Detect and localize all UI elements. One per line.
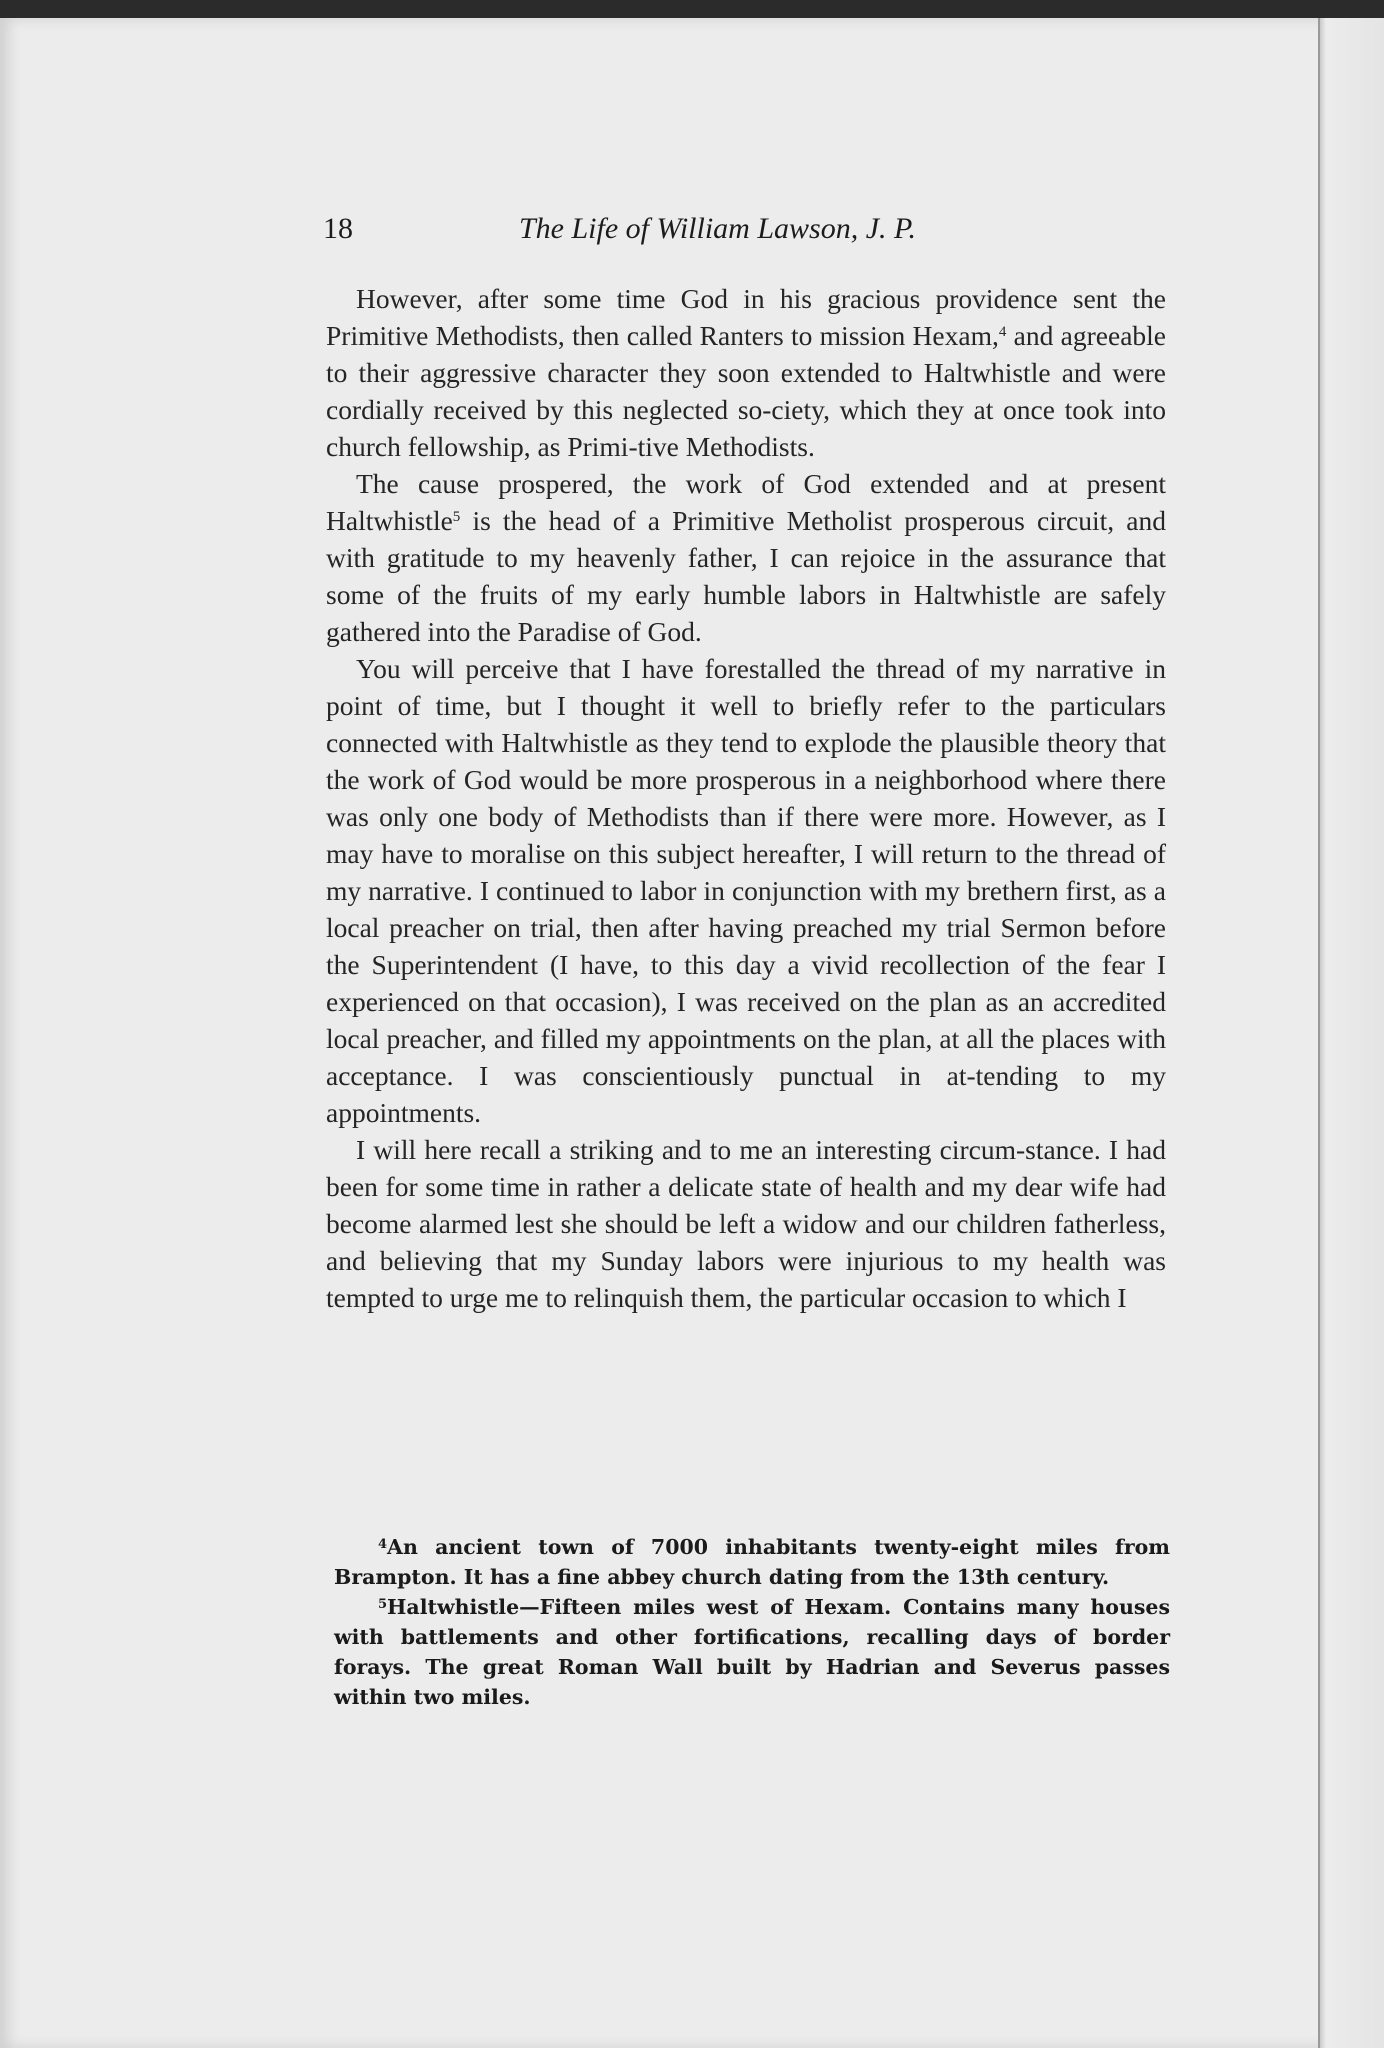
paragraph: I will here recall a striking and to me an interesting circum-stance. I had been for some time in rather a delicate state of health and my dear wife had become alarmed lest she should be left a widow and our children fatherless, and believing that my Sunday labors were injurious to my health was tempted to urge me to relinquish them, the particular occasion to which I [326,1134,1166,1313]
paragraph-text: The cause prospered, the work of God extended and at present Haltwhistle [326,468,1166,536]
paragraph [326,465,1166,650]
page-header [323,212,1168,252]
footnote-ref: 5 [452,509,461,525]
paragraph-text: is the head of a Primitive Metholist prosperous circuit, and with gratitude to my heavenly father, I can rejoice in the assurance that some of the fruits of my early humble labors in Haltwhistle are safely gathered into the Paradise of God. [326,505,1166,647]
footnote-text: Haltwhistle—Fifteen miles west of Hexam. Contains many houses with battlements and other fortifications, recalling days of border forays. The great Roman Wall built by Hadrian and Severus passes within two miles. [334,1595,1170,1709]
adjacent-page-edge [1318,18,1384,2048]
page-number: 18 [323,212,353,245]
paragraph-text: However, after some time God in his gracious providence sent the Primitive Methodists, then called Ranters to mission Hexam, [326,283,1166,351]
footnote [334,1532,1170,1592]
running-title: The Life of William Lawson, J. P. [519,212,916,245]
footnote-text: An ancient town of 7000 inhabitants twenty-eight miles from Brampton. It has a fine abbey church dating from the 13th century. [334,1535,1170,1589]
footnote-mark: 5 [378,1597,388,1613]
footnote [334,1592,1170,1712]
paragraph [326,280,1166,465]
footnotes [334,1532,1170,1712]
body-text [326,280,1166,1316]
paragraph: You will perceive that I have forestalled the thread of my narrative in point of time, but I thought it well to briefly refer to the particulars connected with Haltwhistle as they tend to explode the plausible theory that the work of God would be more prosperous in a neighborhood where there was only one body of Methodists than if there were more. However, as I may have to moralise on this subject hereafter, I will return to the thread of my narrative. I continued to labor in conjunction with my brethern first, as a local preacher on trial, then after having preached my trial Sermon before the Superintendent (I have, to this day a vivid recollection of the fear I experienced on that occasion), I was received on the plan as an accredited local preacher, and filled my appointments on the plan, at all the places with acceptance. I was conscientiously punctual in at-tending to my appointments. [326,653,1166,1128]
paragraph-text: and agreeable to their aggressive character they soon extended to Haltwhistle and were cordially received by this neglected so-ciety, which they at once took into church fellowship, as Primi-tive Methodists. [326,320,1166,462]
footnote-ref: 4 [998,324,1007,340]
footnote-mark: 4 [378,1537,388,1553]
